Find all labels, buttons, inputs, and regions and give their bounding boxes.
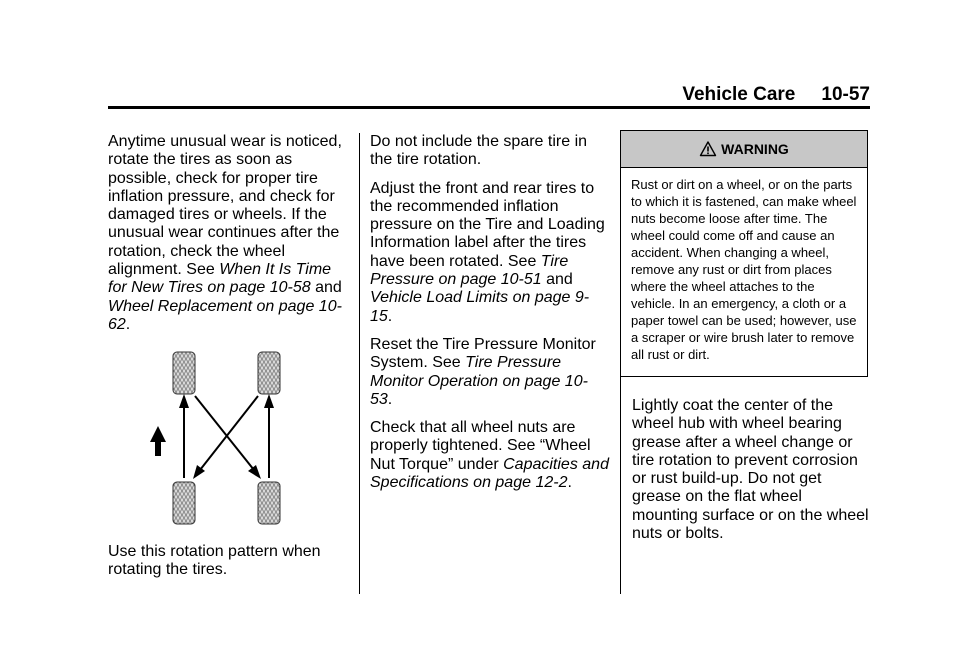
warning-box — [620, 130, 868, 377]
diagram-caption: Use this rotation pattern when rotating the tires. — [108, 543, 321, 579]
rotation-arrow-icon — [264, 394, 274, 478]
front-right-tire-icon — [258, 352, 280, 394]
reference-link[interactable]: Vehicle Load Limits on page 9-15 — [370, 289, 590, 325]
reference-link[interactable]: When It Is Time for New Tires on page 10-58 — [108, 261, 332, 297]
paragraph: Reset the Tire Pressure Monitor System. See Tire Pressure Monitor Operation on page 10-53. — [370, 335, 596, 408]
column-1 — [108, 133, 348, 344]
warning-header — [621, 131, 867, 168]
reference-link[interactable]: Capacities and Specifications on page 12-2 — [370, 455, 609, 492]
warning-triangle-icon — [699, 140, 717, 158]
front-direction-arrow-icon — [150, 426, 166, 456]
rear-left-tire-icon — [173, 482, 195, 524]
intro-paragraph: Anytime unusual wear is noticed, rotate the tires as soon as possible, check for proper tire inflation pressure, and check for damaged tires or wheels. If the unusual wear continues after the rotation, check the wheel alignment. See When It Is Time for New Tires on page 10-58 and Wheel Replacement on page 10-62. — [108, 133, 342, 333]
warning-text: Rust or dirt on a wheel, or on the parts to which it is fastened, can make wheel nuts become loose after time. The wheel could come off and cause an accident. When changing a wheel, remove any rust or dirt from places where the wheel attaches to the vehicle. In an emergency, a cloth or a paper towel can be used; however, use a scraper or wire brush later to remove all rust or dirt. — [631, 177, 857, 362]
rotation-arrow-icon — [193, 396, 258, 479]
rotation-arrow-icon — [195, 396, 261, 479]
warning-title: WARNING — [721, 141, 789, 157]
page-number: 10-57 — [821, 84, 870, 105]
front-left-tire-icon — [173, 352, 195, 394]
rotation-arrow-icon — [179, 394, 189, 478]
header-rule — [108, 106, 870, 109]
reference-link[interactable]: Tire Pressure Monitor Operation on page 10-53 — [370, 354, 588, 408]
paragraph: Adjust the front and rear tires to the recommended inflation pressure on the Tire and Loading Information label after the tires have been rotated. See Tire Pressure on page 10-51 and Vehicle Load Limits on page 9-15. — [370, 179, 605, 325]
column-3-paragraph: Lightly coat the center of the wheel hub with wheel bearing grease after a wheel change or tire rotation to prevent corrosion or rust build-up. Do not get grease on the flat wheel mounting surface or on the wheel nuts or bolts. — [632, 397, 869, 543]
reference-link[interactable]: Wheel Replacement on page 10-62 — [108, 297, 342, 333]
section-title: Vehicle Care — [682, 84, 796, 105]
column-divider — [359, 133, 360, 594]
tire-rotation-diagram — [140, 350, 310, 530]
column-2 — [370, 133, 610, 502]
paragraph: Check that all wheel nuts are properly tightened. See “Wheel Nut Torque” under Capacities and Specifications on page 12-2. — [370, 419, 609, 492]
paragraph: Do not include the spare tire in the tire rotation. — [370, 133, 588, 169]
page-header — [108, 84, 870, 106]
rear-right-tire-icon — [258, 482, 280, 524]
reference-link[interactable]: Tire Pressure on page 10-51 — [370, 252, 569, 289]
